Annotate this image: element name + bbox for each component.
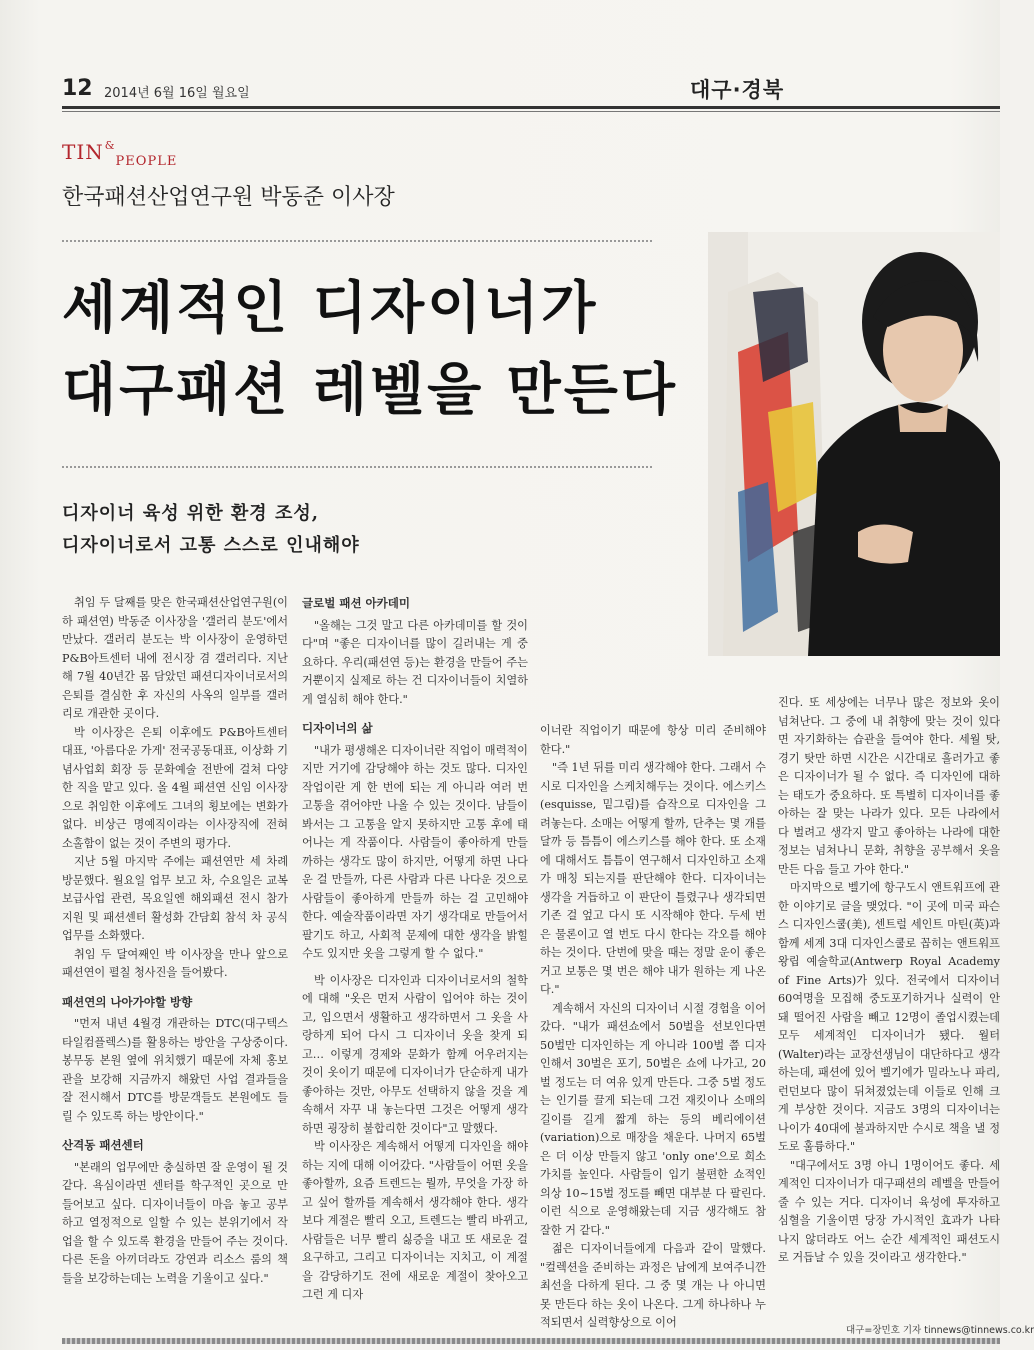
paragraph: 취임 두 달째를 맞은 한국패션산업연구원(이하 패션연) 박동준 이사장을 '갤러리 분도'에서 만났다. 갤러리 분도는 박 이사장이 운영하던 P&B아트센터 내에 전시장 겸 갤러리다. 지난해 7월 40년간 몸 담았던 패션디자이너로서의 은퇴를 결심한 후 자신의 사옥의 일부를 갤러리로 개관한 곳이다. — [62, 596, 288, 720]
paragraph: 젊은 디자이너들에게 다음과 같이 말했다. "컬렉션을 준비하는 과정은 남에게 보여주니깐 최선을 다하게 된다. 그 중 몇 개는 나 아니면 못 만든다 하는 옷이 나온다. 그게 하나하나 누적되면서 실력향상으로 이어 — [540, 1242, 766, 1329]
article-kicker: 한국패션산업연구원 박동준 이사장 — [62, 185, 395, 210]
subhead-line-1: 디자이너 육성 위한 환경 조성, — [62, 503, 319, 524]
logo-amp: & — [104, 139, 115, 152]
paragraph: 진다. 또 세상에는 너무나 많은 정보와 옷이 넘쳐난다. 그 중에 내 취향에 맞는 것이 있다면 자기화하는 습관을 들여야 한다. 세월 탓, 경기 탓만 하면 시간은 시간대로 흘러가고 좋은 디자이너가 될 수 없다. 즉 디자인에 대하는 태도가 중요하다. 또 특별히 디자이너를 좋아하는 잘 맞는 나라가 있다. 모든 나라에서 다 벌려고 생각지 말고 좋아하는 나라에 대한 정보는 넘쳐나니 문화, 취향을 공부해서 옷을 만든 다음 들고 가야 한다." — [778, 696, 1000, 876]
paragraph: 박 이사장은 디자인과 디자이너로서의 철학에 대해 "옷은 먼저 사람이 입어야 하는 것이고, 입으면서 생활하고 생각하면서 그 옷을 사랑하게 되어 다시 그 디자이너 옷을 찾게 되고… 이렇게 경제와 문화가 함께 어우러지는 것이 옷이기 때문에 디자이너가 단순하게 내가 좋아하는 것만, 아무도 선택하지 않을 것을 계속해서 자꾸 내 놓는다면 그것은 어떻게 생각하면 굉장히 불합리한 것이다"고 말했다. — [302, 973, 528, 1135]
headline-line-2: 대구패션 레벨을 만든다 — [62, 358, 678, 423]
portrait-photo-illustration — [708, 232, 1000, 656]
paragraph: 마지막으로 벨기에 항구도시 앤트워프에 관한 이야기로 글을 맺었다. "이 곳에 미국 파슨스 디자인스쿨(美), 센트럴 세인트 마틴(英)과 함께 세계 3대 디자인스쿨로 꼽히는 앤트워프 왕립 예술학교(Antwerp Royal Academy of Fine Arts)가 있다. 전국에서 디자이너 60여명을 모집해 중도포기하거나 실력이 안 돼 떨어진 사람을 빼고 12명이 졸업시켰는데 모두 세계적인 디자이너가 됐다. 월터(Walter)라는 교장선생님이 대단하다고 생각하는데, 패션에 있어 벨기에가 밀라노나 파리, 런던보다 많이 뒤쳐졌었는데 이들로 인해 크게 부상한 것이다. 지금도 3명의 디자이너는 나이가 40대에 불과하지만 수시로 책을 낼 정도로 훌륭하다." — [778, 881, 1000, 1153]
section-heading: 글로벌 패션 아카데미 — [302, 596, 410, 610]
dotted-divider-top — [62, 240, 652, 242]
section-heading: 산격동 패션센터 — [62, 1138, 144, 1152]
article-column-1 — [62, 594, 288, 1288]
paragraph: "올해는 그것 말고 다른 아카데미를 할 것이다"며 "좋은 디자이너를 많이 길러내는 게 중요하다. 우리(패션연 등)는 환경을 만들어 주는 거뿐이지 실제로 하는 건 디자이너들이 치열하게 열심히 해야 한다." — [302, 618, 528, 706]
article-column-2 — [302, 594, 528, 1305]
paragraph: "본래의 업무에만 충실하면 잘 운영이 될 것 같다. 욕심이라면 센터를 학구적인 곳으로 만들어보고 싶다. 디자이너들이 마음 놓고 공부하고 열정적으로 일할 수 있는 분위기에서 작업을 할 수 있도록 환경을 만들어 주는 것이다. 다른 돈을 아끼더라도 강연과 리소스 룸의 책들을 보강하는데는 노력을 기울이고 싶다." — [62, 1160, 288, 1285]
section-heading: 패션연의 나아가야할 방향 — [62, 994, 193, 1009]
header-rule — [62, 106, 1000, 109]
reporter-byline: 대구=장민호 기자 tinnews@tinnews.co.kr — [846, 1325, 1034, 1336]
paragraph: 이너란 직업이기 때문에 항상 미리 준비해야 한다." — [540, 724, 766, 756]
paragraph: "대구에서도 3명 아니 1명이어도 좋다. 세계적인 디자이너가 대구패션의 레벨을 만들어 줄 수 있는 거다. 디자이너 육성에 투자하고 심혈을 기울이면 당장 가시적인 효과가 나타나지 않더라도 어느 순간 세계적인 패션도시로 거듭날 수 있을 것이라고 생각한다." — [778, 1158, 1000, 1264]
issue-date: 2014년 6월 16일 월요일 — [104, 86, 250, 101]
logo-tin: TIN — [62, 140, 104, 164]
paragraph: "내가 평생해온 디자이너란 직업이 매력적이지만 거기에 감당해야 하는 것도 많다. 디자인 작업이란 게 한 번에 되는 게 아니라 여러 번 고통을 겪어야만 나올 수 있는 것이다. 남들이 봐서는 그 고통을 알지 못하지만 고통 후에 태어나는 게 작품이다. 사람들이 좋아하게 만들까하는 생각도 많이 하지만, 어떻게 하면 나다운 걸 만들까, 다른 사람과 다른 나다운 것으로 사람들이 좋아하게 만들까 하는 걸 고민해야 한다. 예술작품이라면 자기 생각대로 만들어서 팔기도 하고, 사회적 문제에 대한 생각을 밝힐 수도 있지만 옷을 그렇게 할 수 없다." — [302, 743, 528, 960]
headline-line-1: 세계적인 디자이너가 — [62, 276, 599, 341]
page-header — [62, 74, 1000, 108]
paragraph: 박 이사장은 은퇴 이후에도 P&B아트센터 대표, '아름다운 가게' 전국공동대표, 이상화 기념사업회 회장 등 문화예술 전반에 걸쳐 다양한 직을 맡고 있다. 올 4월 패션연 신임 이사장으로 취임한 이후에도 그녀의 횡보에는 변화가 없다. 비상근 명예직이라는 이사장직에 전혀 소홀함이 없는 것이 주변의 평가다. — [62, 725, 288, 850]
article-column-3 — [540, 722, 766, 1333]
tin-people-logo — [62, 139, 178, 169]
article-column-4 — [778, 694, 1000, 1268]
paragraph: "즉 1년 뒤를 미리 생각해야 한다. 그래서 수시로 디자인을 스케치해두는 것이다. 에스키스(esquisse, 밑그림)를 습작으로 디자인을 그려놓는다. 소매는 어떻게 할까, 단추는 몇 개를 달까 등 틈틈이 에스키스를 해야 한다. 또 소재에 대해서도 틈틈이 연구해서 디자인하고 소재가 매칭 되는지를 판단해야 한다. 디자이너는 생각을 거듭하고 이 판단이 틀렸구나 생각되면 기존 걸 엎고 다시 또 시작해야 한다. 두세 번은 물론이고 열 번도 다시 한다는 각오를 해야 하는 것이다. 단번에 맞을 때는 정말 운이 좋은 거고 보통은 몇 번은 해야 내가 원하는 게 나온다." — [540, 761, 766, 996]
portrait-photo — [708, 232, 1000, 656]
section-heading: 디자이너의 삶 — [302, 721, 373, 735]
dotted-divider-bottom — [62, 466, 652, 468]
article-headline — [62, 268, 678, 432]
paragraph: 박 이사장은 계속해서 어떻게 디자인을 해야 하는 지에 대해 이어갔다. "사람들이 어떤 옷을 좋아할까, 요즘 트렌드는 뭘까, 무엇을 가장 하고 싶어 할까를 계속해서 생각해야 한다. 생각보다 계절은 빨리 오고, 트렌드는 빨리 바뀌고, 사람들은 너무 빨리 싫증을 내고 또 새로운 걸 요구하고, 그리고 디자이너는 지치고, 이 계절을 감당하기도 전에 새로운 계절이 찾아오고 그런 게 디자 — [302, 1140, 528, 1301]
header-rule-thin — [62, 111, 1000, 112]
paragraph: "먼저 내년 4월경 개관하는 DTC(대구텍스타일컴플렉스)를 활용하는 방안을 구상중이다. 봉무동 본원 옆에 위치했기 때문에 자체 홍보관을 보강해 지금까지 해왔던 사업 결과들을 잘 전시해서 DTC를 방문객들도 본원에도 들릴 수 있도록 하는 방안이다." — [62, 1017, 288, 1123]
subhead-line-2: 디자이너로서 고통 스스로 인내해야 — [62, 535, 360, 556]
paragraph: 계속해서 자신의 디자이너 시절 경험을 이어갔다. "내가 패션쇼에서 50벌을 선보인다면 50벌만 디자인하는 게 아니라 100벌 쯤 디자인해서 30벌은 포기, 50벌은 쇼에 나가고, 20벌 정도는 더 여유 있게 만든다. 그중 5벌 정도는 인기를 끌게 되는데 그건 재킷이나 소매의 길이를 길게 짧게 하는 등의 베리에이션(variation)으로 매장을 채운다. 나머지 65벌은 더 이상 만들지 않고 'only one'으로 희소가치를 높인다. 사람들이 입기 불편한 쇼적인 의상 10~15벌 정도를 빼면 대부분 다 팔린다. 이런 식으로 운영해왔는데 지금 생각해도 참 잘한 거 같다." — [540, 1001, 766, 1237]
paragraph: 취임 두 달여째인 박 이사장을 만나 앞으로 패션연이 펼칠 청사진을 들어봤다. — [62, 947, 288, 979]
article-subhead — [62, 498, 360, 562]
bottom-rule — [62, 1338, 1000, 1344]
logo-people: PEOPLE — [115, 154, 178, 169]
page-number: 12 — [62, 76, 93, 101]
paragraph: 지난 5월 마지막 주에는 패션연만 세 차례 방문했다. 월요일 업무 보고 차, 수요일은 교복 보급사업 관련, 목요일엔 해외패션 전시 참가 지원 및 패션센터 활성화 간담회 참석 차 공식 업무를 소화했다. — [62, 855, 288, 942]
section-title: 대구·경북 — [690, 78, 785, 102]
